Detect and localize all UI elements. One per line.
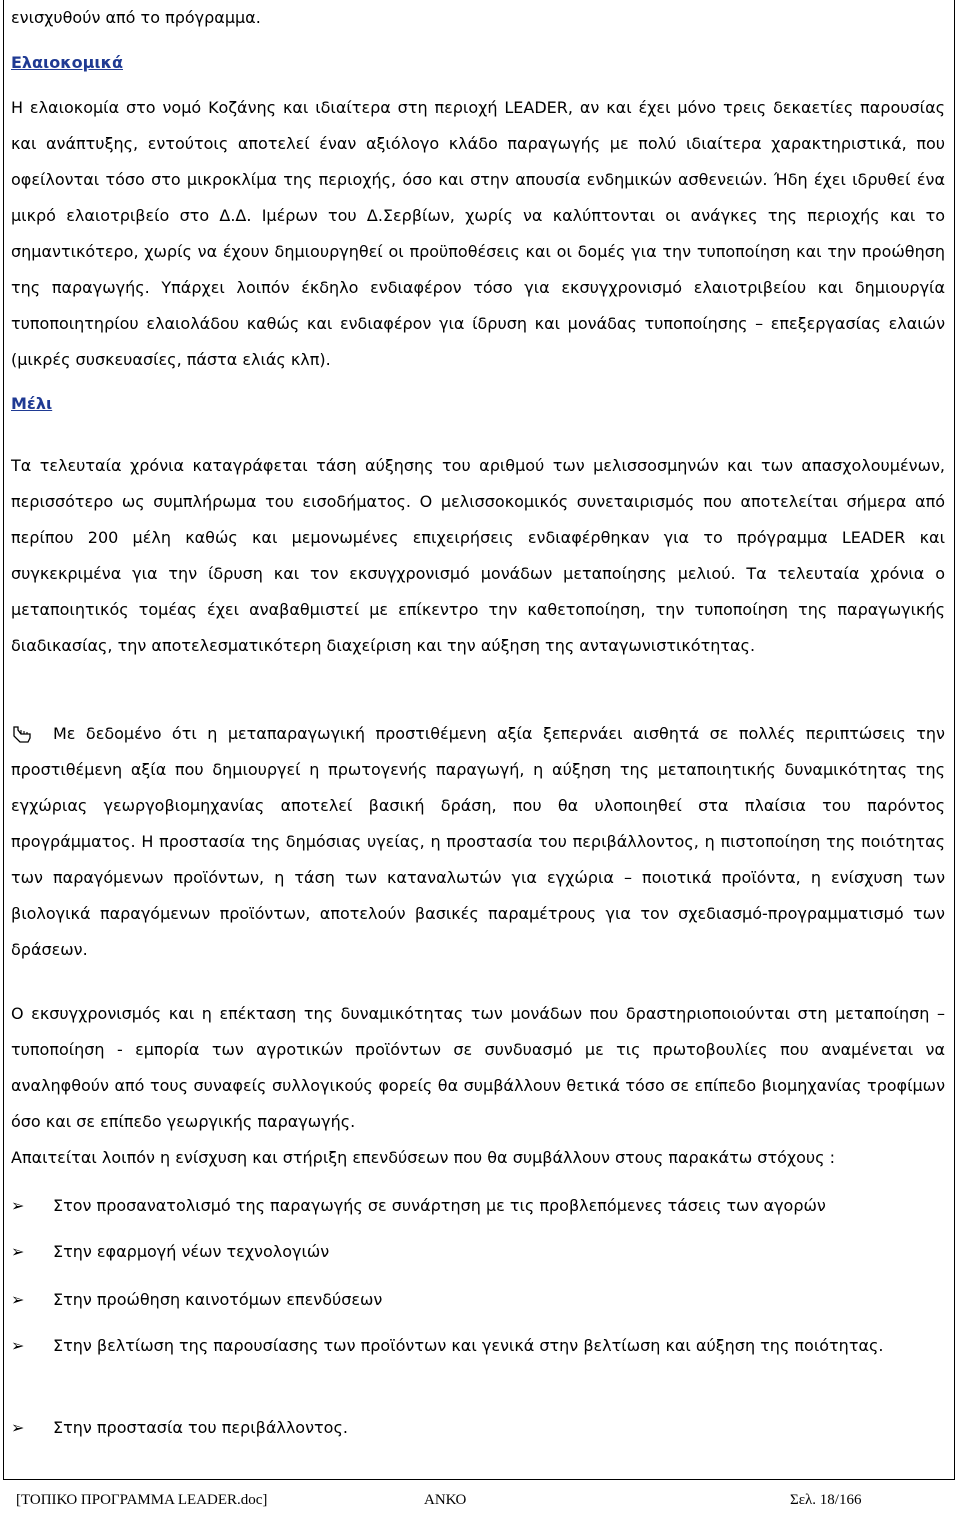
olive-paragraph: Η ελαιοκομία στο νομό Κοζάνης και ιδιαίτερα στη περιοχή LEADER, αν και έχει μόνο τρεις δεκαετίες παρουσίας και ανάπτυξης, εντούτοις αποτελεί έναν αξιόλογο κλάδο παραγωγής με πολύ ιδιαίτερα χαρακτηριστικά, που οφείλονται τόσο στο μικροκλίμα της περιοχής, όσο και στην απουσία ενδημικών ασθενειών. Ήδη έχει ιδρυθεί ένα μικρό ελαιοτριβείο στο Δ.Δ. Ιμέρων του Δ.Σερβίων, χωρίς να καλύπτονται οι ανάγκες της περιοχής και το σημαντικότερο, χωρίς να έχουν δημιουργηθεί οι προϋποθέσεις και οι δομές για την τυποποίηση και την προώθηση της παραγωγής. Υπάρχει λοιπόν έκδηλο ενδιαφέρον τόσο για εκσυγχρονισμό ελαιοτριβείου και δημιουργία τυποποιητηρίου ελαιολάδου καθώς και ενδιαφέρον για ίδρυση και μονάδας τυποποίησης – επεξεργασίας ελαιών (μικρές συσκευασίες, πάστα ελιάς κλπ).: [11, 98, 945, 369]
arrowhead-bullet-icon: ➢: [11, 1418, 25, 1437]
footer-page-number: Σελ. 18/166: [790, 1492, 862, 1508]
list-item: [11, 1188, 945, 1224]
arrowhead-bullet-icon: ➢: [11, 1290, 25, 1309]
modernization-paragraph: Ο εκσυγχρονισμός και η επέκταση της δυναμικότητας των μονάδων που δραστηριοποιούνται στη μεταποίηση – τυποποίηση - εμπορία των αγροτικών προϊόντων σε συνδυασμό με τις πρωτοβουλίες που αναμένεται να αναληφθούν από τους συναφείς συλλογικούς φορείς θα συμβάλλουν θετικά τόσο σε επίπεδο βιομηχανίας τροφίμων όσο και σε επίπεδο γεωργικής παραγωγής.: [11, 1004, 945, 1131]
footer-document-name: [ΤΟΠΙΚΟ ΠΡΟΓΡΑΜΜΑ LEADER.doc]: [16, 1492, 268, 1508]
arrowhead-bullet-icon: ➢: [11, 1336, 25, 1355]
footer-organization: ΑΝΚΟ: [424, 1492, 467, 1508]
honey-paragraph: Τα τελευταία χρόνια καταγράφεται τάση αύξησης του αριθμού των μελισσοσμηνών και των απασχολουμένων, περισσότερο ως συμπλήρωμα του εισοδήματος. Ο μελισσοκομικός συνεταιρισμός που αποτελείται σήμερα από περίπου 200 μέλη καθώς και μεμονωμένες επιχειρήσεις ενδιαφέρθηκαν για το πρόγραμμα LEADER και συγκεκριμένα για την ίδρυση και τον εκσυγχρονισμό μονάδων μεταποίησης μελιού. Τα τελευταία χρόνια ο μεταποιητικός τομέας έχει αναβαθμιστεί με επίκεντρο την καθετοποίηση, την τυποποίηση της παραγωγικής διαδικασίας, την αποτελεσματικότερη διαχείριση και την αύξηση της ανταγωνιστικότητας.: [11, 456, 945, 655]
list-item: [11, 1234, 945, 1270]
list-item-text: Στην προώθηση καινοτόμων επενδύσεων: [53, 1290, 383, 1309]
arrowhead-bullet-icon: ➢: [11, 1196, 25, 1215]
intro-end-text: ενισχυθούν από το πρόγραμμα.: [11, 8, 261, 27]
honey-heading: Μέλι: [11, 394, 53, 413]
list-item-text: Στην εφαρμογή νέων τεχνολογιών: [53, 1242, 330, 1261]
page-footer: [0, 1492, 960, 1516]
list-item: [11, 1328, 945, 1364]
list-item: [11, 1282, 945, 1318]
list-item: [11, 1410, 945, 1446]
goals-intro: Απαιτείται λοιπόν η ενίσχυση και στήριξη επενδύσεων που θα συμβάλλουν στους παρακάτω στόχους :: [11, 1148, 836, 1167]
list-item-text: Στην βελτίωση της παρουσίασης των προϊόντων και γενικά στην βελτίωση και αύξηση της ποιότητας.: [53, 1336, 884, 1355]
list-item-text: Στον προσανατολισμό της παραγωγής σε συνάρτηση με τις προβλεπόμενες τάσεις των αγορών: [53, 1196, 826, 1215]
hand-paragraph: Με δεδομένο ότι η μεταπαραγωγική προστιθέμενη αξία ξεπερνάει αισθητά σε πολλές περιπτώσεις την προστιθέμενη αξία που δημιουργεί η πρωτογενής παραγωγή, η αύξηση της μεταποιητικής δυναμικότητας της εγχώριας γεωργοβιομηχανίας αποτελεί βασική δράση, που θα υλοποιηθεί στα πλαίσια του παρόντος προγράμματος. Η προστασία της δημόσιας υγείας, η προστασία του περιβάλλοντος, η πιστοποίηση της ποιότητας των παραγόμενων προϊόντων, η τάση των καταναλωτών για εγχώρια – ποιοτικά προϊόντα, η ενίσχυση των βιολογικά παραγόμενων προϊόντων, αποτελούν βασικές παραμέτρους για τον σχεδιασμό-προγραμματισμό των δράσεων.: [11, 724, 945, 959]
arrowhead-bullet-icon: ➢: [11, 1242, 25, 1261]
olive-heading: Ελαιοκομικά: [11, 53, 123, 72]
list-item-text: Στην προστασία του περιβάλλοντος.: [53, 1418, 348, 1437]
